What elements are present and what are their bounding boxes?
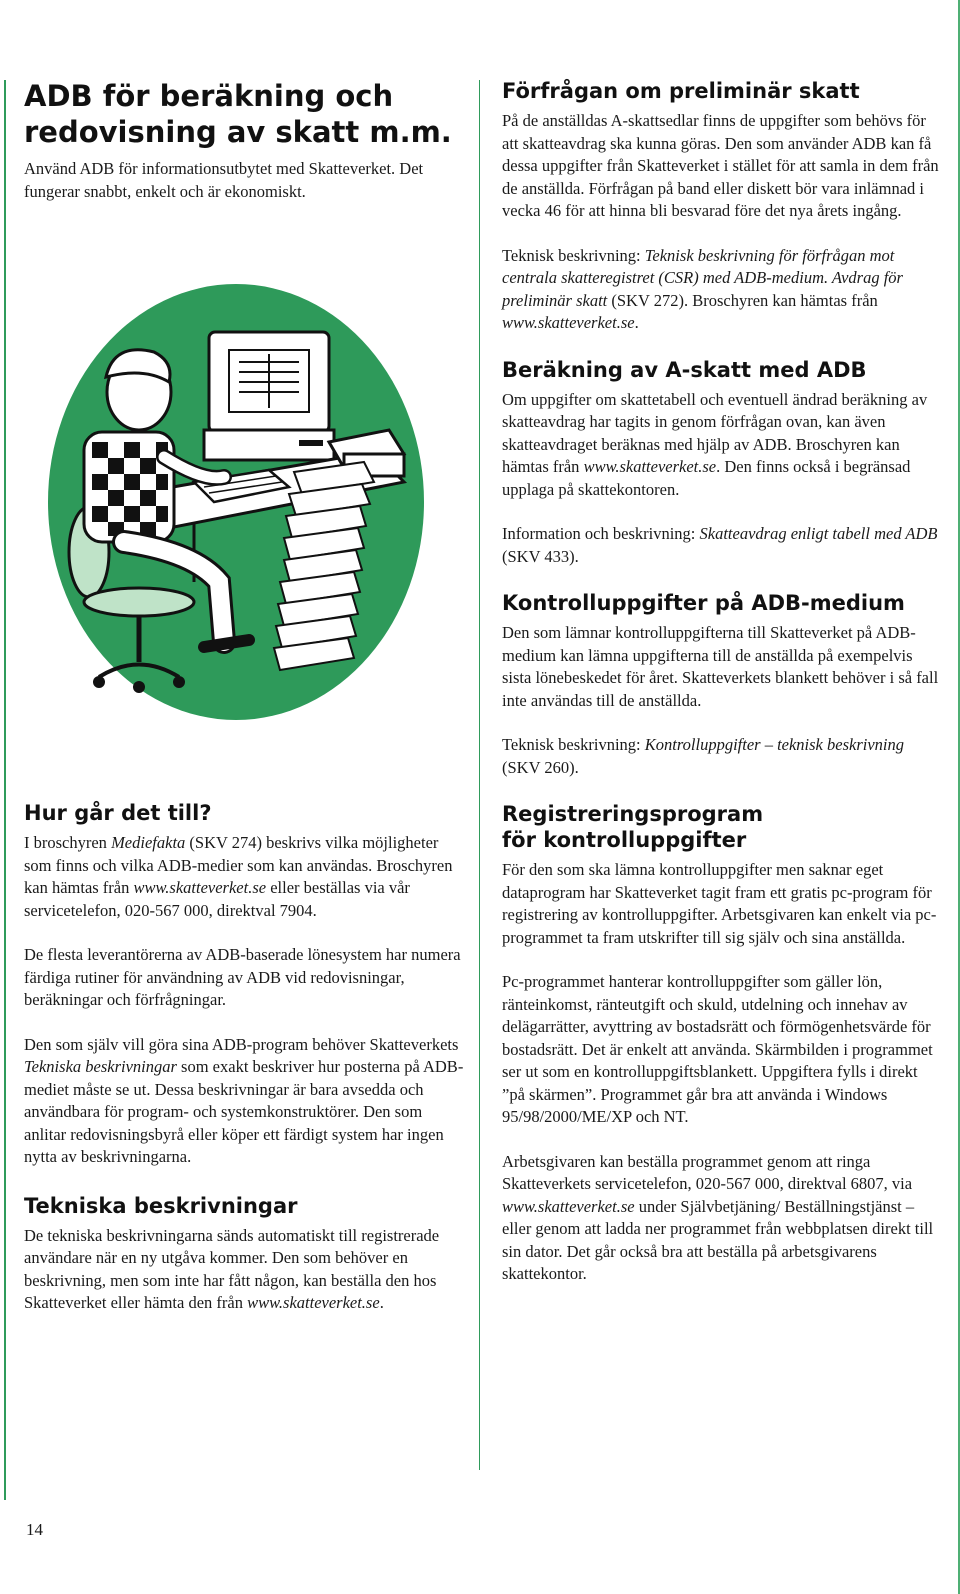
section-heading-preliminar: Förfrågan om preliminär skatt [502,79,860,103]
page-number: 14 [26,1520,43,1539]
s3-p2-text-a: Teknisk beskrivning: [502,735,645,754]
how-paragraph-2: De flesta leverantörerna av ADB-baserade lönesystem har numera färdiga rutiner för användning av ADB vid redovisningar, beräkningar och förfrågningar. [24,945,461,1009]
section-heading-askatt: Beräkning av A-skatt med ADB [502,357,867,382]
tech-p-text-b: . [379,1293,384,1312]
column-divider [479,80,480,1470]
website-link[interactable]: www.skatteverket.se [247,1293,380,1312]
s4-p3-text-a: Arbetsgivaren kan beställa programmet genom att ringa Skatteverkets servicetelefon, 020-567 000, direktval 6807, via [502,1151,913,1193]
s1-p2-text-c: . [634,313,639,332]
how-p1-text-c: eller beställas via vår servicetelefon, 020-567 000, direktval 7904. [24,878,410,920]
left-column-lower [24,800,466,1315]
registreringsprogram-paragraph-2: Pc-programmet hanterar kontrolluppgifter som gäller lön, ränteinkomst, ränteutgift och skuld, utdelning och innehav av delägarrätter, avyttring av bostadsrätt och förmögenhetsvärde för bostadsrätt. Det är enkelt att använda. Skärmbilden i programmet ser ut som en kontrolluppgiftsblankett. Uppgiftera fylls i direkt ”på skärmen”. Programmet går bra att använda i Windows 95/98/2000/ME/XP och NT. [502,972,933,1126]
how-p3-text-b: som exakt beskriver hur posterna på ADB-mediet måste se ut. Dessa beskrivningar är bara avsedda och användbara för program- och systemkonstruktörer. Den som anlitar redovisningsbyrå eller köper ett färdigt system har ingen nytta av beskrivningarna. [24,1057,464,1166]
tech-paragraph [24,1225,466,1315]
s1-p2-text-b: (SKV 272). Broschyren kan hämtas från [607,290,878,310]
tech-p-text-a: De tekniska beskrivningarna sänds automatiskt till registrerade användare när en ny utgåva kommer. Den som behöver en beskrivning, men som inte har fått någon, kan beställa den hos Skatteverket eller hämta den från [24,1225,440,1312]
page-title: ADB för beräkning och redovisning av skatt m.m. [24,79,452,149]
computer-user-illustration [44,282,424,722]
website-link[interactable]: www.skatteverket.se [502,313,635,332]
how-p1-text-a: I broschyren [24,833,112,852]
kontrolluppgifter-paragraph-2 [502,734,942,779]
right-column [502,78,942,1286]
section-heading-registreringsprogram: Registreringsprogram för kontrolluppgifter [502,802,764,852]
s3-p2-text-b: (SKV 260). [502,757,579,777]
s2-p2-text-a: Information och beskrivning: [502,524,700,543]
registreringsprogram-paragraph-3 [502,1151,942,1286]
how-heading: Hur går det till? [24,801,212,825]
website-link[interactable]: www.skatteverket.se [583,457,717,476]
how-p3-text-a: Den som själv vill göra sina ADB-program behöver Skatteverkets [24,1034,459,1054]
how-paragraph-3 [24,1034,466,1169]
how-p1-text-b: (SKV 274) beskrivs vilka möjligheter som finns och vilka ADB-medier som kan användas. Broschyren kan hämtas från [24,833,453,897]
left-accent-rule [4,80,6,1500]
skv272-title: Teknisk beskrivning för förfrågan mot centrala skatteregistret (CSR) med ADB-medium. Avdrag för preliminär skatt [502,245,903,310]
how-paragraph-1 [24,832,466,922]
askatt-paragraph-2 [502,523,942,568]
s4-p3-text-b: under Självbetjäning/ Beställningstjänst – eller genom att ladda ner programmet från webbplatsen direkt till sin dator. Det går också bra att beställa på arbetsgivarens skattekontor. [502,1196,934,1283]
s1-p2-text-a: Teknisk beskrivning: [502,245,645,265]
website-link[interactable]: www.skatteverket.se [133,878,267,897]
section-heading-kontrolluppgifter: Kontrolluppgifter på ADB-medium [502,591,905,615]
kontrolluppgifter-paragraph-1: Den som lämnar kontrolluppgifterna till Skatteverket på ADB-medium kan lämna uppgifterna till de anställda på exempelvis sista lönebeskedet för året. Skatteverkets blankett behöver i så fall inte användas till de anställda. [502,623,939,710]
skv260-title: Kontrolluppgifter – teknisk beskrivning [644,735,904,754]
preliminar-paragraph-2 [502,245,942,335]
tekniska-beskrivningar-title: Tekniska beskrivningar [24,1057,177,1076]
askatt-paragraph-1 [502,389,942,502]
intro-paragraph: Använd ADB för informationsutbytet med Skatteverket. Det fungerar snabbt, enkelt och är ekonomiskt. [24,159,424,201]
skv433-title: Skatteavdrag enligt tabell med ADB [699,524,938,543]
tech-heading: Tekniska beskrivningar [24,1193,298,1218]
preliminar-paragraph-1: På de anställdas A-skattsedlar finns de uppgifter som behövs för att skatteavdrag ska kunna göras. Den som använder ADB kan få dessa uppgifter från Skatteverket i stället för att samla in dem från de anställda. Förfrågan på band eller diskett bör vara inlämnad i vecka 46 för att hinna bli besvarad före det nya årets ingång. [502,111,939,220]
s2-p2-text-b: (SKV 433). [502,546,579,566]
left-column [24,78,466,203]
mediefakta-title: Mediefakta [111,833,186,852]
monitor-icon [204,332,334,460]
s2-p1-text-a: Om uppgifter om skattetabell och eventuell ändrad beräkning av skatteavdrag har tagits in genom förfrågan ovan, kan även skatteavdraget beräknas med hjälp av ADB. Broschyren kan hämtas från [502,389,928,476]
registreringsprogram-paragraph-1: För den som ska lämna kontrolluppgifter men saknar eget dataprogram har Skatteverket tagit fram ett gratis pc-program för registrering av kontrolluppgifter. Arbetsgivaren kan enkelt via pc-programmet ta fram utskrifter till sig själv och sina anställda. [502,860,937,947]
website-link[interactable]: www.skatteverket.se [502,1196,635,1216]
s2-p1-text-b: . Den finns också i begränsad upplaga på skattekontoren. [502,457,911,499]
